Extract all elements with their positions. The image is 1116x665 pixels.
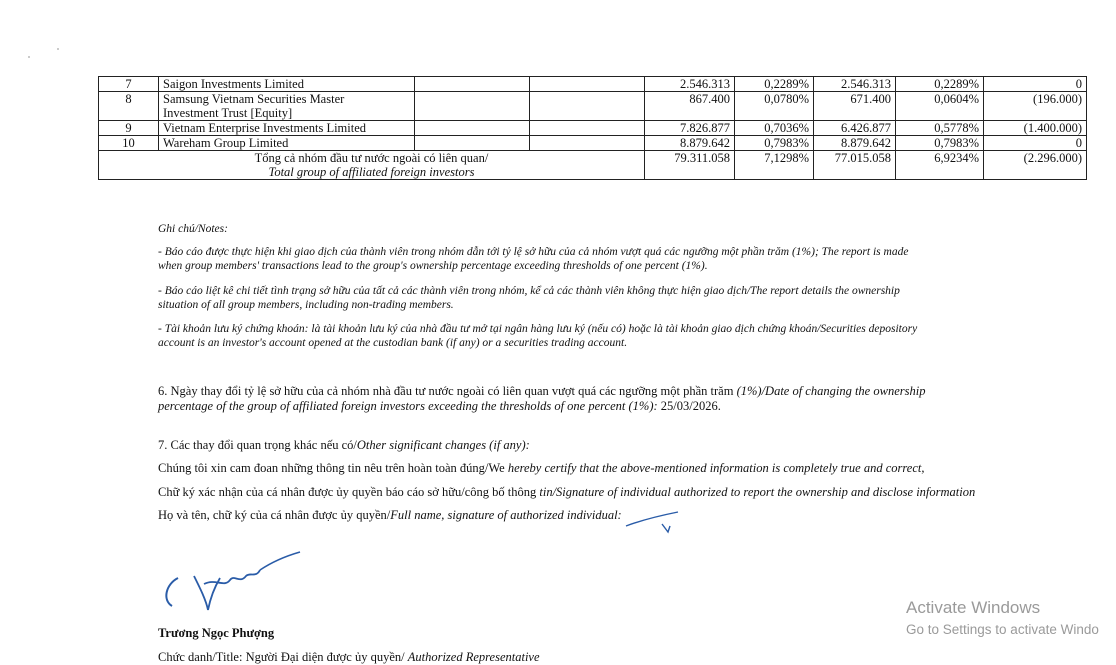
investor-name [159, 77, 415, 92]
section-6: 6. Ngày thay đổi tỷ lệ sở hữu của cả nhóm nhà đầu tư nước ngoài có liên quan vượt quá các ngưỡng một phần trăm (1%)/Date of changing the ownership percentage of the group of affiliated foreign investors exceeding the thresholds of one percent (1%): 25/03/2026. [158, 384, 926, 413]
certify-line: Chúng tôi xin cam đoan những thông tin nêu trên hoàn toàn đúng/We hereby certify that the above-mentioned information is completely true and correct, [158, 461, 925, 475]
notes-heading: Ghi chú/Notes: [158, 223, 228, 235]
empty-cell [415, 121, 530, 136]
total-label [99, 151, 645, 180]
total-shares-before: 79.311.058 [645, 151, 735, 180]
percent-after: 0,2289% [896, 77, 984, 92]
investor-name-line: Vietnam Enterprise Investments Limited [163, 121, 367, 135]
shares-after: 2.546.313 [814, 77, 896, 92]
total-label-vi: Tổng cả nhóm đầu tư nước ngoài có liên quan/ [254, 151, 489, 165]
row-number: 10 [99, 136, 159, 151]
change-amount: 0 [984, 77, 1087, 92]
change-amount: (196.000) [984, 92, 1087, 121]
percent-before: 0,0780% [735, 92, 814, 121]
table-row [99, 92, 1087, 121]
table-row [99, 121, 1087, 136]
activate-windows-subtitle: Go to Settings to activate Windo [906, 622, 1099, 637]
change-amount: 0 [984, 136, 1087, 151]
shares-after: 671.400 [814, 92, 896, 121]
investor-name-line: Saigon Investments Limited [163, 77, 304, 91]
total-label-en: Total group of affiliated foreign investors [268, 165, 475, 179]
empty-cell [530, 77, 645, 92]
percent-before: 0,7983% [735, 136, 814, 151]
activate-windows-title: Activate Windows [906, 598, 1041, 617]
change-amount: (1.400.000) [984, 121, 1087, 136]
empty-cell [415, 77, 530, 92]
empty-cell [530, 92, 645, 121]
empty-cell [415, 92, 530, 121]
empty-cell [530, 121, 645, 136]
row-number: 7 [99, 77, 159, 92]
note-1: - Báo cáo được thực hiện khi giao dịch của thành viên trong nhóm dẫn tới tỷ lệ sở hữu của cả nhóm vượt quá các ngưỡng một phần trăm (1%); The report is made when group members' transactions lead to the group's ownership percentage exceeding thresholds of one percent (1%). [158, 246, 909, 272]
investor-name-line: Wareham Group Limited [163, 136, 289, 150]
pen-mark-icon [622, 508, 682, 536]
shares-after: 6.426.877 [814, 121, 896, 136]
signature-icon [160, 548, 310, 620]
percent-before: 0,7036% [735, 121, 814, 136]
total-percent-before: 7,1298% [735, 151, 814, 180]
ownership-table [98, 76, 1087, 180]
investor-name [159, 136, 415, 151]
percent-before: 0,2289% [735, 77, 814, 92]
investor-name-line: Investment Trust [Equity] [163, 106, 293, 120]
percent-after: 0,5778% [896, 121, 984, 136]
percent-after: 0,7983% [896, 136, 984, 151]
total-row [99, 151, 1087, 180]
percent-after: 0,0604% [896, 92, 984, 121]
table-row [99, 136, 1087, 151]
investor-name-line: Samsung Vietnam Securities Master [163, 92, 345, 106]
signature-line: Chữ ký xác nhận của cá nhân được ủy quyền báo cáo sở hữu/công bố thông tin/Signature of individual authorized to report the ownership and disclose information [158, 485, 976, 499]
empty-cell [530, 136, 645, 151]
row-number: 8 [99, 92, 159, 121]
signer-title: Chức danh/Title: Người Đại diện được ủy quyền/ Authorized Representative [158, 650, 540, 664]
shares-before: 7.826.877 [645, 121, 735, 136]
table-row [99, 77, 1087, 92]
investor-name [159, 121, 415, 136]
name-line: Họ và tên, chữ ký của cá nhân được ủy quyền/Full name, signature of authorized individual: [158, 508, 622, 522]
empty-cell [415, 136, 530, 151]
total-change: (2.296.000) [984, 151, 1087, 180]
total-percent-after: 6,9234% [896, 151, 984, 180]
shares-before: 867.400 [645, 92, 735, 121]
shares-after: 8.879.642 [814, 136, 896, 151]
note-2: - Báo cáo liệt kê chi tiết tình trạng sở hữu của tất cả các thành viên trong nhóm, kể cả các thành viên không thực hiện giao dịch/The report details the ownership situation of all group members, including non-trading members. [158, 285, 900, 311]
investor-name [159, 92, 415, 121]
shares-before: 8.879.642 [645, 136, 735, 151]
section-7: 7. Các thay đổi quan trọng khác nếu có/Other significant changes (if any): [158, 438, 530, 452]
signer-name: Trương Ngọc Phượng [158, 626, 275, 640]
shares-before: 2.546.313 [645, 77, 735, 92]
note-3: - Tài khoản lưu ký chứng khoán: là tài khoản lưu ký của nhà đầu tư mở tại ngân hàng lưu ký (nếu có) hoặc là tài khoản giao dịch chứng khoán/Securities depository account is an investor's account opened at the custodian bank (if any) or a securities trading account. [158, 323, 918, 349]
total-shares-after: 77.015.058 [814, 151, 896, 180]
row-number: 9 [99, 121, 159, 136]
